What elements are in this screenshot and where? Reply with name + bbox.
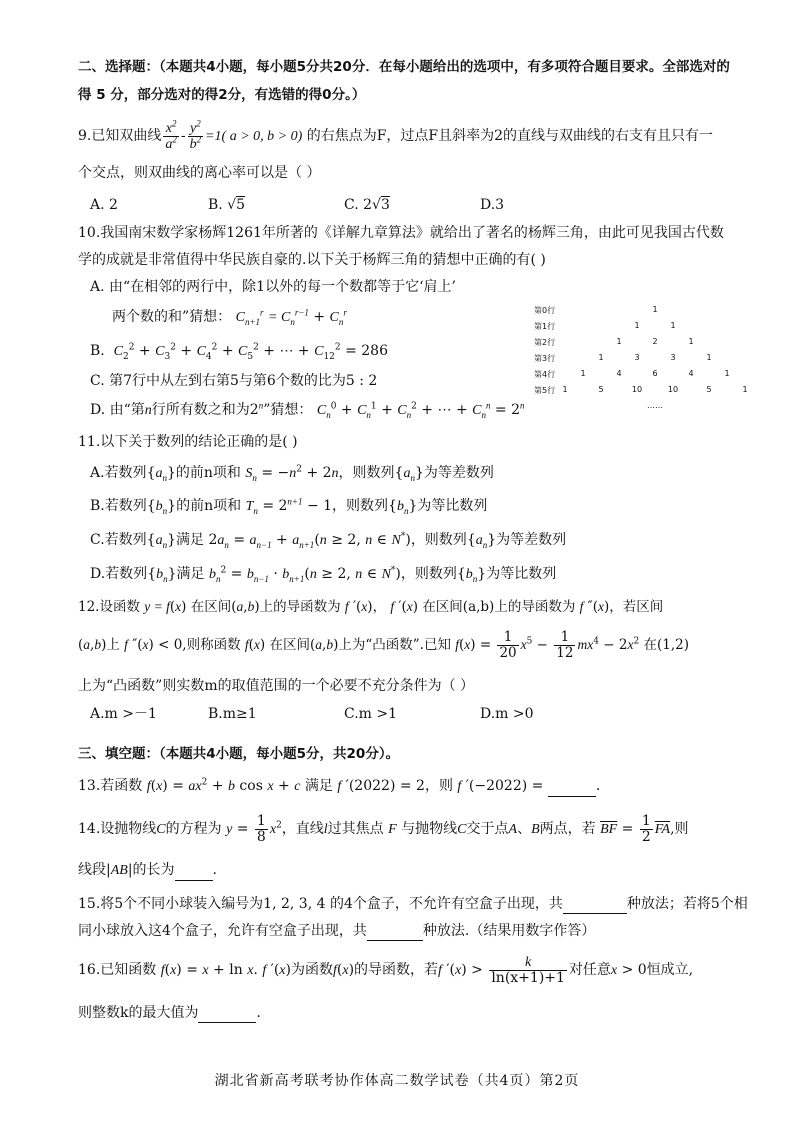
q12-line3: 上为“凸函数”则实数m的取值范围的一个必要不充分条件为（ ）: [78, 678, 475, 694]
triangle-number: 3: [670, 353, 676, 362]
section-3-heading: 三、填空题：（本题共4小题，每小题5分，共20分）。: [78, 746, 400, 762]
q9-option-a: A. 2: [90, 197, 118, 213]
triangle-number: 1: [742, 385, 748, 394]
q12-option-d: D.m >0: [480, 706, 534, 722]
triangle-row-label: 第4行: [534, 370, 556, 379]
q9-line2: 个交点，则双曲线的离心率可以是（ ）: [78, 165, 321, 181]
triangle-number: 1: [706, 353, 712, 362]
triangle-row: [530, 353, 750, 365]
q11-option-d: D.若数列$\{b_n\}$满足 $b_n^2 = b_{n-1} \cdot b_{n+1}(n \ge 2$, n ∈ N*)，则数列$\{b_n\}$为等比数列: [90, 565, 557, 584]
triangle-number: 1: [598, 353, 604, 362]
q9-option-c: C. 2√3: [344, 197, 390, 213]
q12-line2: (a,b)上 f ″(x) < 0,则称函数 f(x) 在区间(a,b)上为“凸函数”.已知 f(x) = $\frac{1}{20}$ $x^5$ − $\frac{1}{12}$ $mx^4 - 2x^2$ 在(1,2): [78, 629, 689, 661]
q12-option-a: A.m >－1: [90, 706, 157, 722]
triangle-number: 10: [667, 385, 679, 394]
q10-line2: 学的成就是非常值得中华民族自豪的.以下关于杨辉三角的猜想中正确的有( ): [78, 252, 546, 268]
triangle-ellipsis: ……: [647, 401, 663, 410]
triangle-row: [530, 369, 750, 381]
q11-option-a: A.若数列$\{a_n\}$的前n项和 $S_n = -n^2 + 2n$，则数列$\{a_n\}$为等差数列: [90, 464, 494, 483]
q11-title: 11.以下关于数列的结论正确的是( ): [78, 434, 298, 450]
q10-option-a-cont: 两个数的和”猜想： $C_{n+1}^r = C_n^{r-1} + C_n^r$: [112, 307, 347, 327]
triangle-row-label: 第1行: [534, 322, 556, 331]
q16-line1: 16.已知函数 f(x) = x + ln x. f ′(x)为函数f(x)的导函数，若f ′(x) > $\frac{k}{\ln(x+1)+1}$ 对任意x > 0恒成立,: [78, 954, 694, 986]
q13-answer-blank[interactable]: [548, 782, 596, 797]
triangle-row-label: 第2行: [534, 338, 556, 347]
triangle-ellipsis-row: [530, 401, 750, 413]
triangle-number: 10: [631, 385, 643, 394]
q14-line1: 14.设抛物线C的方程为 y = $\frac{1}{8}$ $x^2$，直线l过其焦点 F 与抛物线C交于点A、B两点，若 $\overline{BF}$ = $\frac{1}{2}$ $\overline{FA}$,则: [78, 812, 689, 845]
section-2-heading-cont: 得 5 分，部分选对的得2分，有选错的得0分。）: [78, 87, 366, 103]
triangle-row-label: 第0行: [534, 306, 556, 315]
triangle-row-label: 第5行: [534, 386, 556, 395]
q10-option-a: A. 由“在相邻的两行中，除1以外的每一个数都等于它‘肩上’: [90, 279, 456, 295]
q10-line1: 10.我国南宋数学家杨辉1261年所著的《详解九章算法》就给出了著名的杨辉三角，由此可见我国古代数: [78, 225, 724, 241]
triangle-row: [530, 321, 750, 333]
triangle-number: 1: [688, 337, 694, 346]
q9-line1: 9.已知双曲线 $\frac{x^2}{a^2}$ - $\frac{y^2}{b^2}$ =1( a > 0, b > 0) 的右焦点为F，过点F且斜率为2的直线与双曲线的右支有且只有一: [78, 117, 714, 152]
triangle-number: 1: [652, 305, 658, 314]
section-2-heading: 二、选择题：（本题共4小题，每小题5分共20分．在每小题给出的选项中，有多项符合题目要求。全部选对的: [78, 59, 730, 75]
triangle-number: 6: [652, 369, 658, 378]
triangle-number: 4: [688, 369, 694, 378]
triangle-number: 1: [724, 369, 730, 378]
page-footer: 湖北省新高考联考协作体高二数学试卷（共4页）第2页: [214, 1073, 580, 1089]
triangle-number: 1: [670, 321, 676, 330]
triangle-row-label: 第3行: [534, 354, 556, 363]
triangle-number: 1: [562, 385, 568, 394]
triangle-number: 4: [616, 369, 622, 378]
triangle-number: 5: [706, 385, 712, 394]
triangle-number: 5: [598, 385, 604, 394]
q16-line2: 则整数k的最大值为 ．: [78, 1005, 271, 1021]
triangle-row: [530, 337, 750, 349]
q10-option-d: D. 由“第n行所有数之和为2$^n$”猜想： $C_n^0 + C_n^1 + C_n^2$ + ⋯ + $C_n^n = 2^n$: [90, 400, 525, 420]
yanghui-triangle-figure: [530, 305, 750, 415]
q16-answer-blank[interactable]: [198, 1008, 256, 1023]
q10-option-c: C. 第7行中从左到右第5与第6个数的比为5 : 2: [90, 373, 378, 389]
q13-line: 13.若函数 $f(x) = ax^2 + b$ cos x + c 满足 f ′(2022) = 2，则 f ′(−2022) = .: [78, 776, 600, 797]
q15-answer-blank-2[interactable]: [367, 926, 423, 941]
q12-option-b: B.m≥1: [208, 706, 257, 722]
triangle-number: 1: [616, 337, 622, 346]
triangle-number: 1: [580, 369, 586, 378]
triangle-number: 2: [652, 337, 658, 346]
triangle-number: 1: [634, 321, 640, 330]
q10-option-b: B. $C_2^2 + C_3^2 + C_4^2 + C_5^2$ + ⋯ + $C_{12}^2 = 286$: [90, 342, 388, 362]
q12-line1: 12.设函数 y = f(x) 在区间(a,b)上的导函数为 f ′(x)， f ′(x) 在区间(a,b)上的导函数为 f ″(x)，若区间: [78, 599, 664, 615]
q15-answer-blank-1[interactable]: [563, 899, 627, 914]
q11-option-b: B.若数列$\{b_n\}$的前n项和 $T_n = 2^{n+1} - 1$，则数列$\{b_n\}$为等比数列: [90, 496, 488, 516]
q12-option-c: C.m >1: [344, 706, 398, 722]
triangle-row: [530, 385, 750, 397]
q15-line2: 同小球放入这4个盒子，允许有空盒子出现，共 种放法.（结果用数字作答）: [78, 923, 596, 939]
triangle-number: 3: [634, 353, 640, 362]
q14-line2: 线段|AB|的长为 .: [78, 860, 217, 881]
q9-option-b: B. √5: [208, 197, 246, 213]
q9-option-d: D.3: [480, 197, 505, 213]
q15-line1: 15.将5个不同小球装入编号为1, 2, 3, 4 的4个盒子，不允许有空盒子出现，共 种放法；若将5个相: [78, 896, 748, 912]
q14-answer-blank[interactable]: [175, 866, 213, 881]
q11-option-c: C.若数列$\{a_n\}$满足 $2a_n = a_{n-1} + a_{n+1}(n \ge 2$, n ∈ N*)，则数列$\{a_n\}$为等差数列: [90, 531, 567, 550]
triangle-row: [530, 305, 750, 317]
